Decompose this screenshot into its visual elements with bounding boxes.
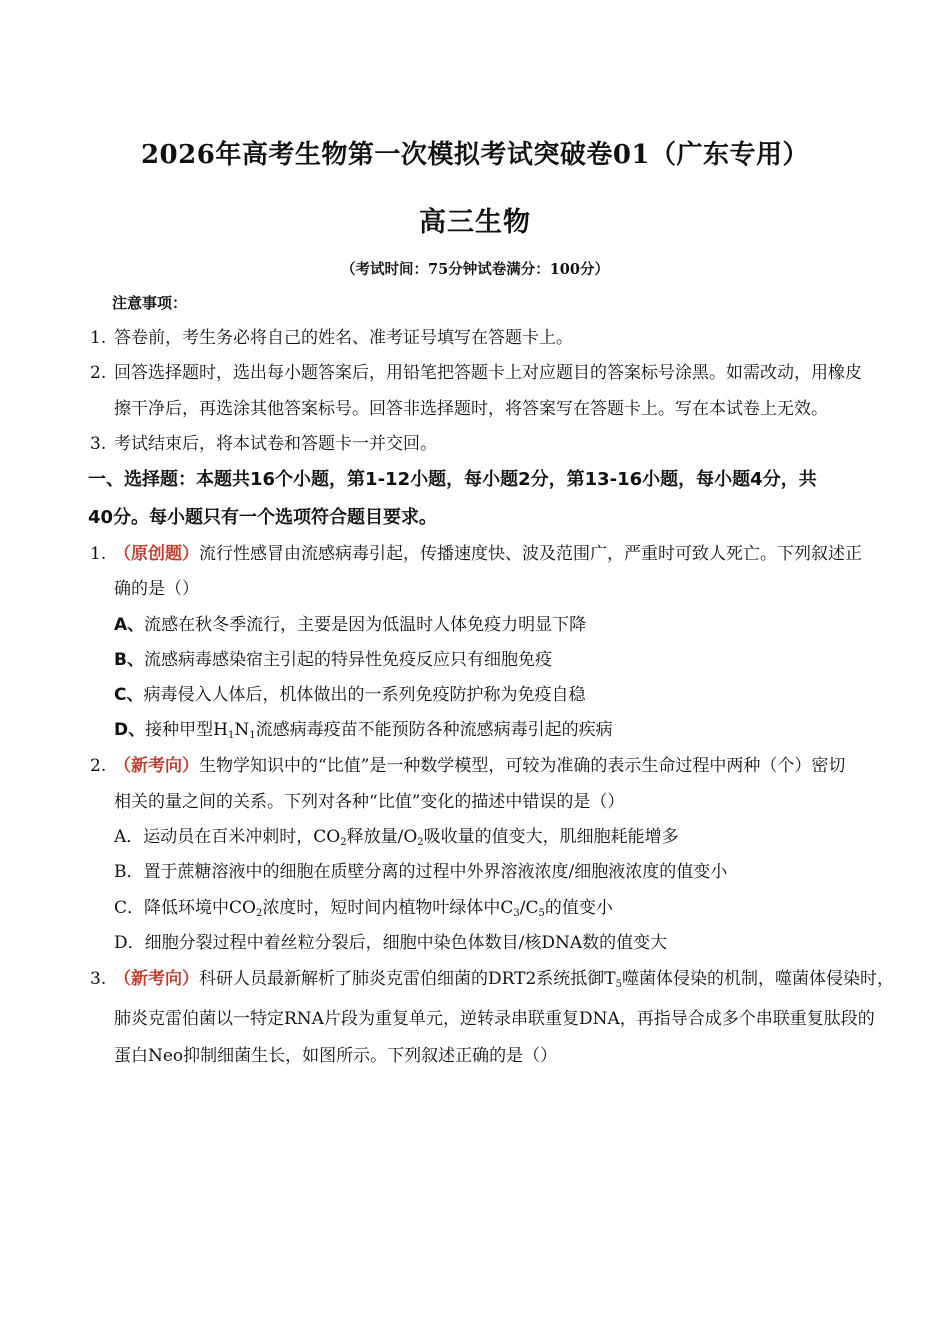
- question-text-part: 科研人员最新解析了肺炎克雷伯细菌的DRT2系统抵御T: [199, 969, 616, 989]
- question-tag: （原创题）: [114, 544, 199, 564]
- subscript: 3: [513, 908, 520, 919]
- option-text-part: 浓度时，短时间内植物叶绿体中C: [262, 898, 514, 918]
- option-label: C．: [114, 898, 145, 918]
- note-number: 3.: [90, 434, 107, 454]
- option-text-part: 接种甲型H: [145, 720, 228, 740]
- option-text: 置于蔗糖溶液中的细胞在质壁分离的过程中外界溶液浓度/细胞液浓度的值变小: [143, 862, 728, 882]
- question-3-line-2: 肺炎克雷伯菌以一特定RNA片段为重复单元，逆转录串联重复DNA，再指导合成多个串联重复肽段的: [114, 1009, 875, 1029]
- note-text: 回答选择题时，选出每小题答案后，用铅笔把答题卡上对应题目的答案标号涂黑。如需改动，用橡皮: [114, 363, 862, 383]
- subscript: 1: [227, 730, 235, 741]
- option-text: 病毒侵入人体后，机体做出的一系列免疫防护称为免疫自稳: [143, 685, 586, 705]
- option-label: D、: [114, 720, 146, 740]
- option-label: B、: [114, 650, 144, 670]
- question-2-option-b: [114, 861, 727, 883]
- note-item-2-continued: 擦干净后，再选涂其他答案标号。回答非选择题时，将答案写在答题卡上。写在本试卷上无效。: [114, 399, 828, 419]
- question-text: 流行性感冒由流感病毒引起，传播速度快、波及范围广，严重时可致人死亡。下列叙述正: [199, 544, 862, 564]
- question-tag: （新考向）: [114, 969, 199, 989]
- subscript: 5: [615, 979, 622, 990]
- section-heading-line-2: 40分。每小题只有一个选项符合题目要求。: [88, 507, 438, 528]
- option-label: B．: [114, 862, 144, 882]
- option-text: 细胞分裂过程中着丝粒分裂后，细胞中染色体数目/核DNA数的值变大: [144, 933, 668, 953]
- option-label: C、: [114, 685, 144, 705]
- question-1-option-b: [114, 649, 552, 671]
- question-tag: （新考向）: [114, 756, 199, 776]
- note-text: 考试结束后，将本试卷和答题卡一并交回。: [114, 434, 437, 454]
- subscript: 1: [249, 730, 256, 741]
- option-label: A．: [114, 827, 144, 847]
- question-2-line-2: 相关的量之间的关系。下列对各种“比值”变化的描述中错误的是（）: [114, 792, 625, 812]
- subscript: 2: [417, 837, 424, 848]
- note-item-3: [90, 433, 437, 455]
- note-number: 1.: [90, 328, 107, 348]
- question-3-line-3: 蛋白Neo抑制细菌生长，如图所示。下列叙述正确的是（）: [114, 1046, 558, 1066]
- option-text-part: 流感病毒疫苗不能预防各种流感病毒引起的疾病: [255, 720, 613, 740]
- option-text-part: N: [234, 720, 250, 740]
- option-text-part: /C: [519, 898, 539, 918]
- question-text: 生物学知识中的“比值”是一种数学模型，可较为准确的表示生命过程中两种（个）密切: [199, 756, 846, 776]
- option-text-part: 的值变小: [544, 898, 613, 918]
- question-1-option-c: [114, 684, 585, 706]
- option-text-part: 吸收量的值变大，肌细胞耗能增多: [423, 827, 679, 847]
- option-text-part: 释放量/O: [346, 827, 418, 847]
- option-label: D．: [114, 933, 145, 953]
- question-number: 3.: [90, 969, 107, 989]
- question-2-line-1: [90, 755, 845, 777]
- option-text: 流感在秋冬季流行，主要是因为低温时人体免疫力明显下降: [144, 615, 587, 635]
- question-3-line-1: [90, 968, 894, 990]
- question-number: 1.: [90, 544, 107, 564]
- subscript: 5: [538, 908, 545, 919]
- subscript: 2: [255, 908, 263, 919]
- note-item-2: [90, 362, 862, 384]
- exam-subtitle: 高三生物: [419, 207, 531, 238]
- subscript: 2: [340, 837, 347, 848]
- question-text-part: 噬菌体侵染的机制，噬菌体侵染时，: [622, 969, 894, 989]
- question-2-option-d: [114, 932, 667, 954]
- option-text-part: 降低环境中CO: [144, 898, 256, 918]
- option-text-part: 运动员在百米冲刺时，CO: [143, 827, 341, 847]
- notes-heading: 注意事项：: [112, 294, 188, 312]
- exam-title: 2026年高考生物第一次模拟考试突破卷01（广东专用）: [140, 140, 810, 170]
- note-text: 答卷前，考生务必将自己的姓名、准考证号填写在答题卡上。: [114, 328, 573, 348]
- note-item-1: [90, 327, 573, 349]
- question-1-line-1: [90, 543, 862, 565]
- question-1-option-a: [114, 614, 586, 636]
- question-1-line-2: 确的是（）: [114, 579, 199, 599]
- question-2-option-c: [114, 897, 613, 919]
- exam-time-score-info: （考试时间：75分钟试卷满分：100分）: [341, 261, 609, 278]
- option-text: 流感病毒感染宿主引起的特异性免疫反应只有细胞免疫: [143, 650, 552, 670]
- question-number: 2.: [90, 756, 107, 776]
- question-1-option-d: [114, 719, 613, 741]
- question-2-option-a: [114, 826, 679, 848]
- section-heading-line-1: 一、选择题：本题共16个小题，第1-12小题，每小题2分，第13-16小题，每小题4分，共: [88, 469, 817, 490]
- note-number: 2.: [90, 363, 107, 383]
- option-label: A、: [114, 615, 145, 635]
